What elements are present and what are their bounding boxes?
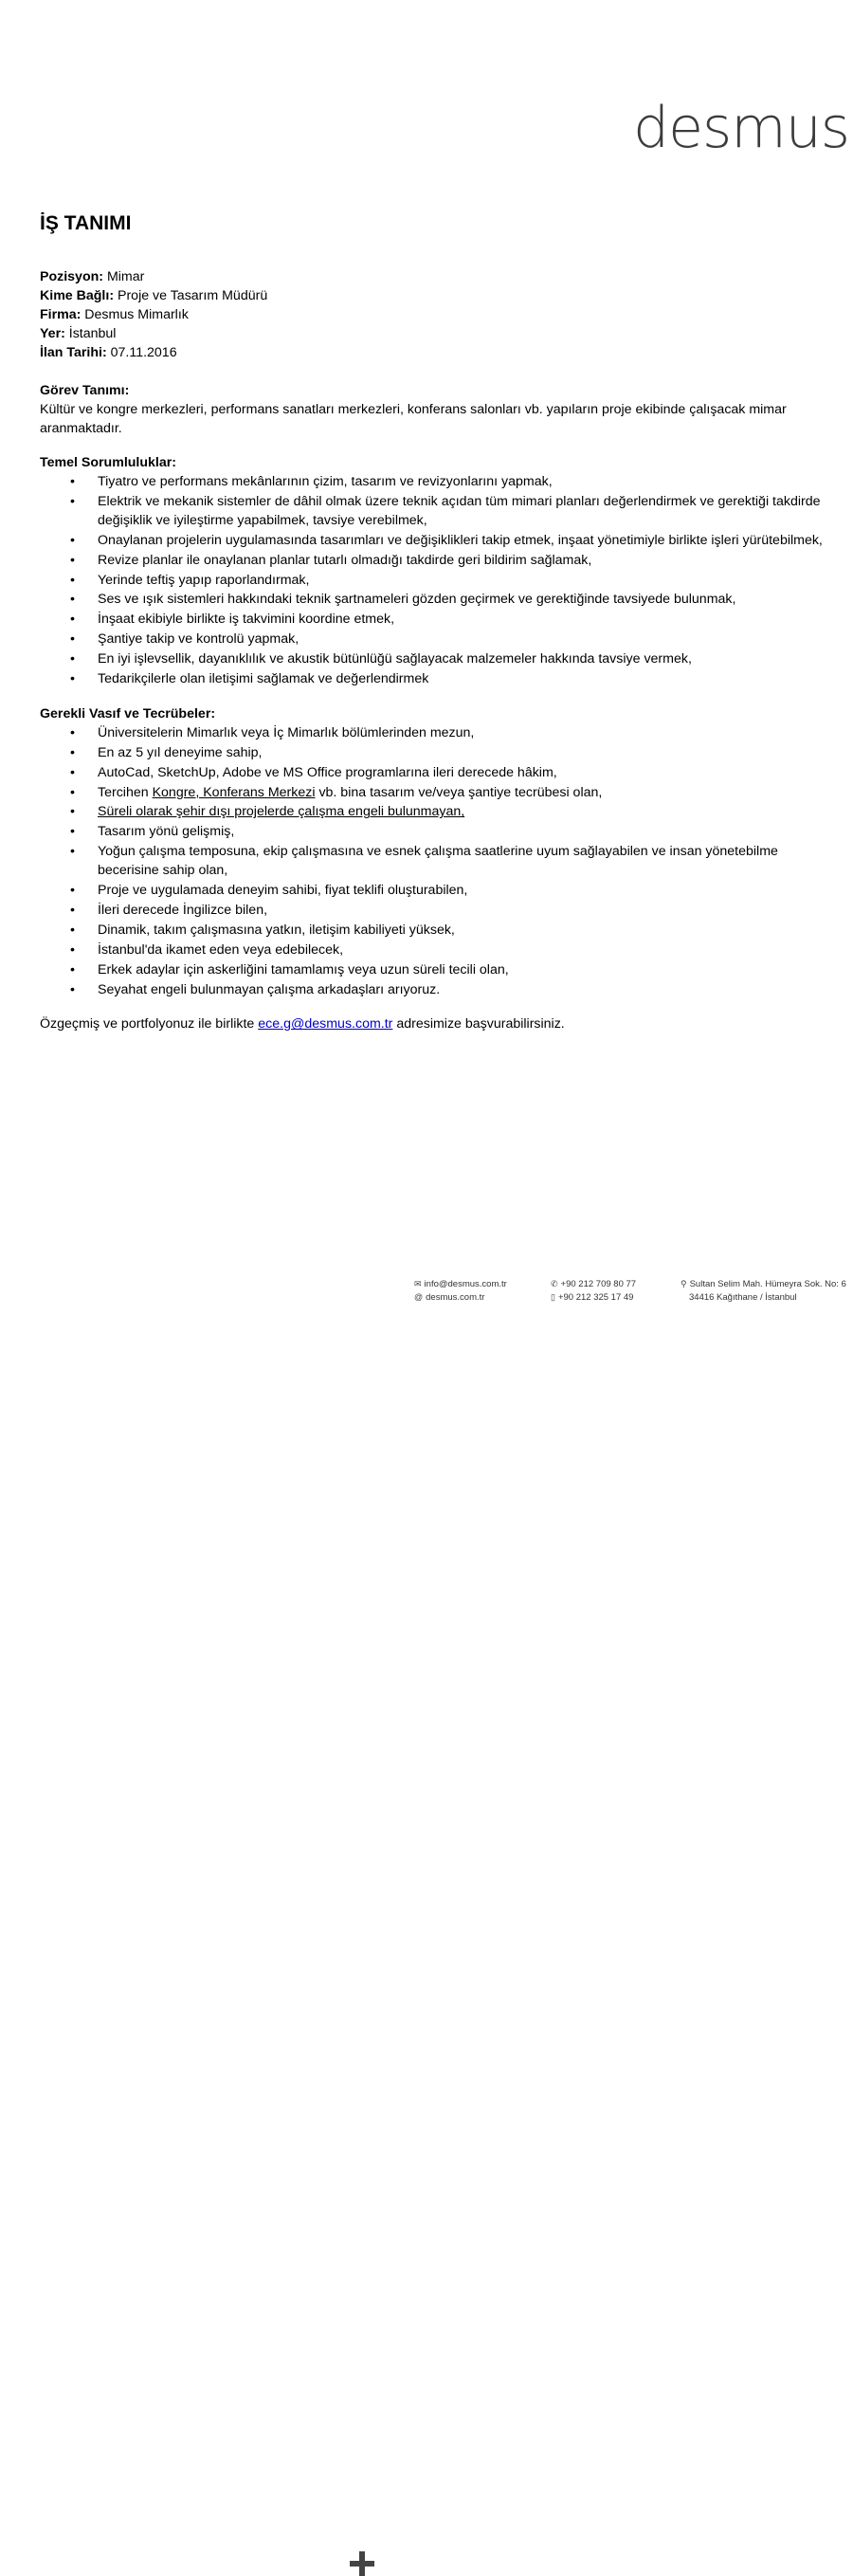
list-item — [40, 901, 826, 920]
bullet-icon: • — [70, 784, 75, 800]
info-label: Firma: — [40, 307, 82, 322]
list-item-text: vb. bina tasarım ve/veya şantiye tecrübesi olan, — [315, 784, 603, 800]
list-item — [40, 551, 826, 570]
info-value: İstanbul — [64, 326, 117, 341]
list-item-text: Şantiye takip ve kontrolü yapmak, — [98, 631, 299, 648]
bullet-icon: • — [70, 981, 75, 997]
task-heading — [40, 381, 826, 400]
list-item-text: Revize planlar ile onaylanan planlar tutarlı olmadığı takdirde geri bildirim sağlamak, — [98, 552, 592, 568]
footer-address2-text: 34416 Kağıthane / İstanbul — [689, 1292, 797, 1303]
section-heading: Temel Sorumluluklar: — [40, 455, 177, 470]
footer-fax-text: +90 212 325 17 49 — [557, 1292, 634, 1303]
task-text: Kültür ve kongre merkezleri, performans sanatları merkezleri, konferans salonları vb. yapıların proje ekibinde çalışacak mimar aranmaktadır. — [40, 402, 787, 436]
list-item — [40, 743, 826, 762]
footer-address-line2 — [689, 1291, 797, 1304]
email-link[interactable]: ece.g@desmus.com.tr — [258, 1016, 393, 1032]
list-item — [40, 763, 826, 782]
list-item — [40, 822, 826, 841]
list-item — [40, 921, 826, 940]
list-item-text: Seyahat engeli bulunmayan çalışma arkadaşları arıyoruz. — [98, 981, 441, 997]
info-value: Proje ve Tasarım Müdürü — [114, 288, 268, 303]
info-label: İlan Tarihi: — [40, 345, 107, 360]
job-description — [40, 267, 826, 1033]
bullet-icon: • — [70, 724, 75, 740]
list-item-text: En iyi işlevsellik, dayanıklılık ve akustik bütünlüğü sağlayacak malzemeler hakkında tavsiye vermek, — [98, 651, 692, 667]
bullet-icon: • — [70, 631, 75, 648]
fax-icon: ▯ — [551, 1292, 555, 1302]
underlined-text: Kongre, Konferans Merkezi — [152, 784, 316, 800]
list-item — [40, 610, 826, 629]
section-heading: Gerekli Vasıf ve Tecrübeler: — [40, 705, 216, 722]
qualifications-heading — [40, 704, 826, 723]
list-item-text: Tiyatro ve performans mekânlarının çizim, tasarım ve revizyonlarını yapmak, — [98, 474, 553, 489]
footer-address1-text: Sultan Selim Mah. Hümeyra Sok. No: 6 — [689, 1279, 846, 1289]
list-item-text: Onaylanan projelerin uygulamasında tasarımları ve değişiklikleri takip etmek, inşaat yönetimiyle birlikte işleri yürütebilmek, — [98, 532, 823, 548]
bullet-icon: • — [70, 572, 75, 588]
bullet-icon: • — [70, 651, 75, 667]
list-item — [40, 571, 826, 590]
apply-pre-text: Özgeçmiş ve portfolyonuz ile birlikte — [40, 1016, 259, 1032]
list-item-text: Ses ve ışık sistemleri hakkındaki teknik şartnameleri gözden geçirmek ve gerektiğinde tavsiyede bulunmak, — [98, 592, 736, 608]
info-location — [40, 324, 826, 343]
page-title: İŞ TANIMI — [40, 212, 132, 234]
underlined-text: Süreli olarak şehir dışı projelerde çalışma engeli bulunmayan, — [98, 804, 465, 820]
footer-phone — [551, 1278, 636, 1290]
list-item-text: Proje ve uygulamada deneyim sahibi, fiyat teklifi oluşturabilen, — [98, 883, 468, 899]
bullet-icon: • — [70, 474, 75, 489]
bullet-icon: • — [70, 552, 75, 568]
bullet-icon: • — [70, 922, 75, 938]
location-pin-icon: ⚲ — [681, 1279, 687, 1288]
list-item-text: Tedarikçilerle olan iletişimi sağlamak ve değerlendirmek — [98, 671, 429, 687]
list-item — [40, 783, 826, 802]
bullet-icon: • — [70, 961, 75, 977]
footer-email[interactable] — [414, 1278, 507, 1290]
bullet-icon: • — [70, 592, 75, 608]
bullet-icon: • — [70, 612, 75, 628]
bullet-icon: • — [70, 883, 75, 899]
apply-text — [40, 1014, 826, 1033]
list-item-text: Yerinde teftiş yapıp raporlandırmak, — [98, 572, 310, 588]
list-item-text: İnşaat ekibiyle birlikte iş takvimini koordine etmek, — [98, 612, 395, 628]
list-item-text: Dinamik, takım çalışmasına yatkın, iletişim kabiliyeti yüksek, — [98, 922, 455, 938]
list-item-text: İstanbul'da ikamet eden veya edebilecek, — [98, 941, 344, 958]
list-item-text: Üniversitelerin Mimarlık veya İç Mimarlık bölümlerinden mezun, — [98, 724, 475, 740]
list-item-text: Erkek adaylar için askerliğini tamamlamış veya uzun süreli tecili olan, — [98, 961, 509, 977]
apply-post-text: adresimize başvurabilirsiniz. — [392, 1016, 565, 1032]
list-item-text: Elektrik ve mekanik sistemler de dâhil olmak üzere teknik açıdan tüm mimari planları değerlendirmek ve gerektiği takdirde değişiklik ve iyileştirme yapabilmek, tavsiye verebilmek, — [98, 493, 821, 528]
list-item — [40, 649, 826, 668]
info-label: Yer: — [40, 326, 65, 341]
list-item-text: En az 5 yıl deneyime sahip, — [98, 744, 263, 760]
list-item-text: Tasarım yönü gelişmiş, — [98, 824, 235, 840]
footer-email-text: info@desmus.com.tr — [424, 1279, 507, 1289]
bullet-icon: • — [70, 744, 75, 760]
info-block — [40, 267, 826, 362]
list-item-text: Tercihen — [98, 784, 153, 800]
at-icon: @ — [414, 1292, 424, 1302]
list-item — [40, 630, 826, 649]
phone-icon: ✆ — [551, 1279, 558, 1288]
list-item — [40, 802, 826, 821]
info-label: Kime Bağlı: — [40, 288, 115, 303]
footer-phone-text: +90 212 709 80 77 — [560, 1279, 637, 1289]
page-footer — [0, 1275, 853, 1303]
list-item — [40, 723, 826, 742]
list-item — [40, 669, 826, 688]
list-item — [40, 881, 826, 900]
info-position — [40, 267, 826, 286]
bullet-icon: • — [70, 824, 75, 840]
info-value: Mimar — [103, 269, 145, 284]
list-item-text: Yoğun çalışma temposuna, ekip çalışmasına ve esnek çalışma saatlerine uyum sağlayabilen ve insan yönetebilme becerisine sahip olan, — [98, 844, 778, 879]
info-company — [40, 305, 826, 324]
bullet-icon: • — [70, 671, 75, 687]
bullet-icon: • — [70, 493, 75, 509]
company-logo: desmus — [633, 95, 849, 161]
bullet-icon: • — [70, 532, 75, 548]
list-item-text: AutoCad, SketchUp, Adobe ve MS Office programlarına ileri derecede hâkim, — [98, 764, 557, 780]
bullet-icon: • — [70, 844, 75, 860]
qualifications-list — [40, 723, 826, 999]
section-heading: Görev Tanımı: — [40, 383, 130, 398]
envelope-icon: ✉ — [414, 1279, 422, 1288]
bullet-icon: • — [70, 804, 75, 820]
info-label: Pozisyon: — [40, 269, 104, 284]
list-item — [40, 941, 826, 959]
info-reports-to — [40, 286, 826, 305]
info-value: 07.11.2016 — [106, 345, 177, 360]
plus-logo-icon — [350, 2551, 374, 2576]
list-item — [40, 842, 826, 880]
responsibilities-heading — [40, 453, 826, 472]
list-item — [40, 531, 826, 550]
bullet-icon: • — [70, 941, 75, 958]
footer-web[interactable] — [414, 1291, 484, 1304]
bullet-icon: • — [70, 903, 75, 919]
list-item-text: İleri derecede İngilizce bilen, — [98, 903, 268, 919]
list-item — [40, 960, 826, 979]
list-item — [40, 492, 826, 530]
responsibilities-list — [40, 472, 826, 688]
footer-web-text: desmus.com.tr — [426, 1292, 485, 1303]
info-date — [40, 343, 826, 362]
bullet-icon: • — [70, 764, 75, 780]
footer-address-line1 — [681, 1278, 846, 1290]
list-item — [40, 590, 826, 609]
info-value: Desmus Mimarlık — [81, 307, 189, 322]
list-item — [40, 980, 826, 999]
list-item — [40, 472, 826, 491]
footer-fax — [551, 1291, 633, 1304]
